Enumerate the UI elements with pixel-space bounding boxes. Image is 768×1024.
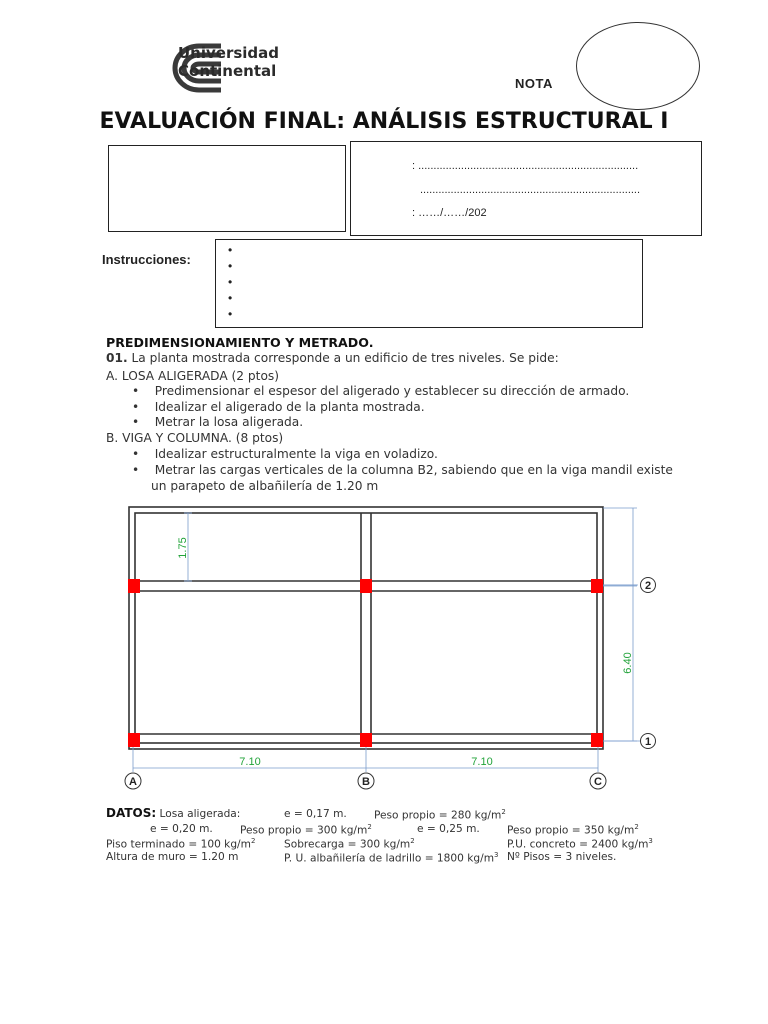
info-line-1: : ........................................................................ <box>412 160 639 172</box>
instruction-bullet: • <box>228 275 233 289</box>
list-item: • Metrar las cargas verticales de la columna B2, sabiendo que en la viga mandil existe <box>132 463 673 477</box>
datos-row-1: DATOS: Losa aligerada: <box>106 806 241 820</box>
instruction-bullet: • <box>228 291 233 305</box>
university-name <box>178 44 279 80</box>
list-item: • Metrar la losa aligerada. <box>132 415 304 429</box>
instructions-label: Instrucciones: <box>102 252 191 267</box>
instructions-box <box>215 239 643 328</box>
datos-r1c3: Peso propio = 280 $kg/m^2$ <box>374 808 506 822</box>
student-info-box-left <box>108 145 346 232</box>
dim-span-y-label: 6.40 <box>622 652 634 674</box>
datos-r1c2: e = 0,17 m. <box>284 808 347 820</box>
datos-r2c3: e = 0,25 m. <box>417 823 480 835</box>
dim-cantilever-label: 1.75 <box>177 537 189 559</box>
info-line-2: ........................................................................ <box>420 184 641 196</box>
datos-r2c4: Peso propio = 350 $kg/m^2$ <box>507 823 639 837</box>
axis-2-label: 2 <box>644 580 652 592</box>
university-line1: Universidad <box>178 44 280 62</box>
part-b-heading: B. VIGA Y COLUMNA. (8 ptos) <box>106 431 284 445</box>
datos-label: DATOS: <box>106 806 157 820</box>
list-item: • Predimensionar el espesor del aligerado y establecer su dirección de armado. <box>132 384 630 398</box>
datos-r3c3: P.U. concreto = 2400 $kg/m^3$ <box>507 837 653 851</box>
column-b2 <box>360 579 372 593</box>
dim-span-bc-label: 7.10 <box>471 756 493 768</box>
page-title: EVALUACIÓN FINAL: ANÁLISIS ESTRUCTURAL I <box>99 109 669 134</box>
grade-oval <box>576 22 700 110</box>
datos-r3c2: Sobrecarga = 300 $kg/m^2$ <box>284 837 415 851</box>
structural-plan-diagram <box>100 500 660 795</box>
column-c2 <box>591 579 603 593</box>
nota-label: NOTA <box>515 76 553 91</box>
list-item-continuation: un parapeto de albañilería de 1.20 m <box>151 479 379 493</box>
university-line2: Continental <box>178 62 277 80</box>
section-heading: PREDIMENSIONAMIENTO Y METRADO. <box>106 335 374 350</box>
instruction-bullet: • <box>228 259 233 273</box>
question-line <box>106 351 559 365</box>
datos-r4c3: Nº Pisos = 3 niveles. <box>507 851 617 863</box>
datos-r3c1: Piso terminado = 100 $kg/m^2$ <box>106 837 256 851</box>
instruction-bullet: • <box>228 243 233 257</box>
slab-inner-edge <box>135 513 597 743</box>
question-number: 01. <box>106 351 128 365</box>
list-item: • Idealizar el aligerado de la planta mostrada. <box>132 400 425 414</box>
datos-r4c2: P. U. albañilería de ladrillo = 1800 $kg/m^3$ <box>284 851 499 865</box>
part-a-heading: A. LOSA ALIGERADA (2 ptos) <box>106 369 280 383</box>
axis-c-label: C <box>594 776 602 788</box>
column-a2 <box>128 579 140 593</box>
column-a1 <box>128 733 140 747</box>
axis-1-label: 1 <box>644 736 652 748</box>
dim-span-ab-label: 7.10 <box>239 756 261 768</box>
info-line-date: : ……/……/202 <box>412 207 487 219</box>
datos-r2c2: Peso propio = 300 $kg/m^2$ <box>240 823 372 837</box>
column-c1 <box>591 733 603 747</box>
datos-r2c1: e = 0,20 m. <box>150 823 213 835</box>
axis-a-label: A <box>129 776 137 788</box>
column-b1 <box>360 733 372 747</box>
axis-b-label: B <box>362 776 370 788</box>
question-text: La planta mostrada corresponde a un edificio de tres niveles. Se pide: <box>127 351 559 365</box>
slab-outer-edge <box>129 507 603 749</box>
list-item: • Idealizar estructuralmente la viga en voladizo. <box>132 447 438 461</box>
instruction-bullet: • <box>228 307 233 321</box>
datos-r4c1: Altura de muro = 1.20 m <box>106 851 239 863</box>
